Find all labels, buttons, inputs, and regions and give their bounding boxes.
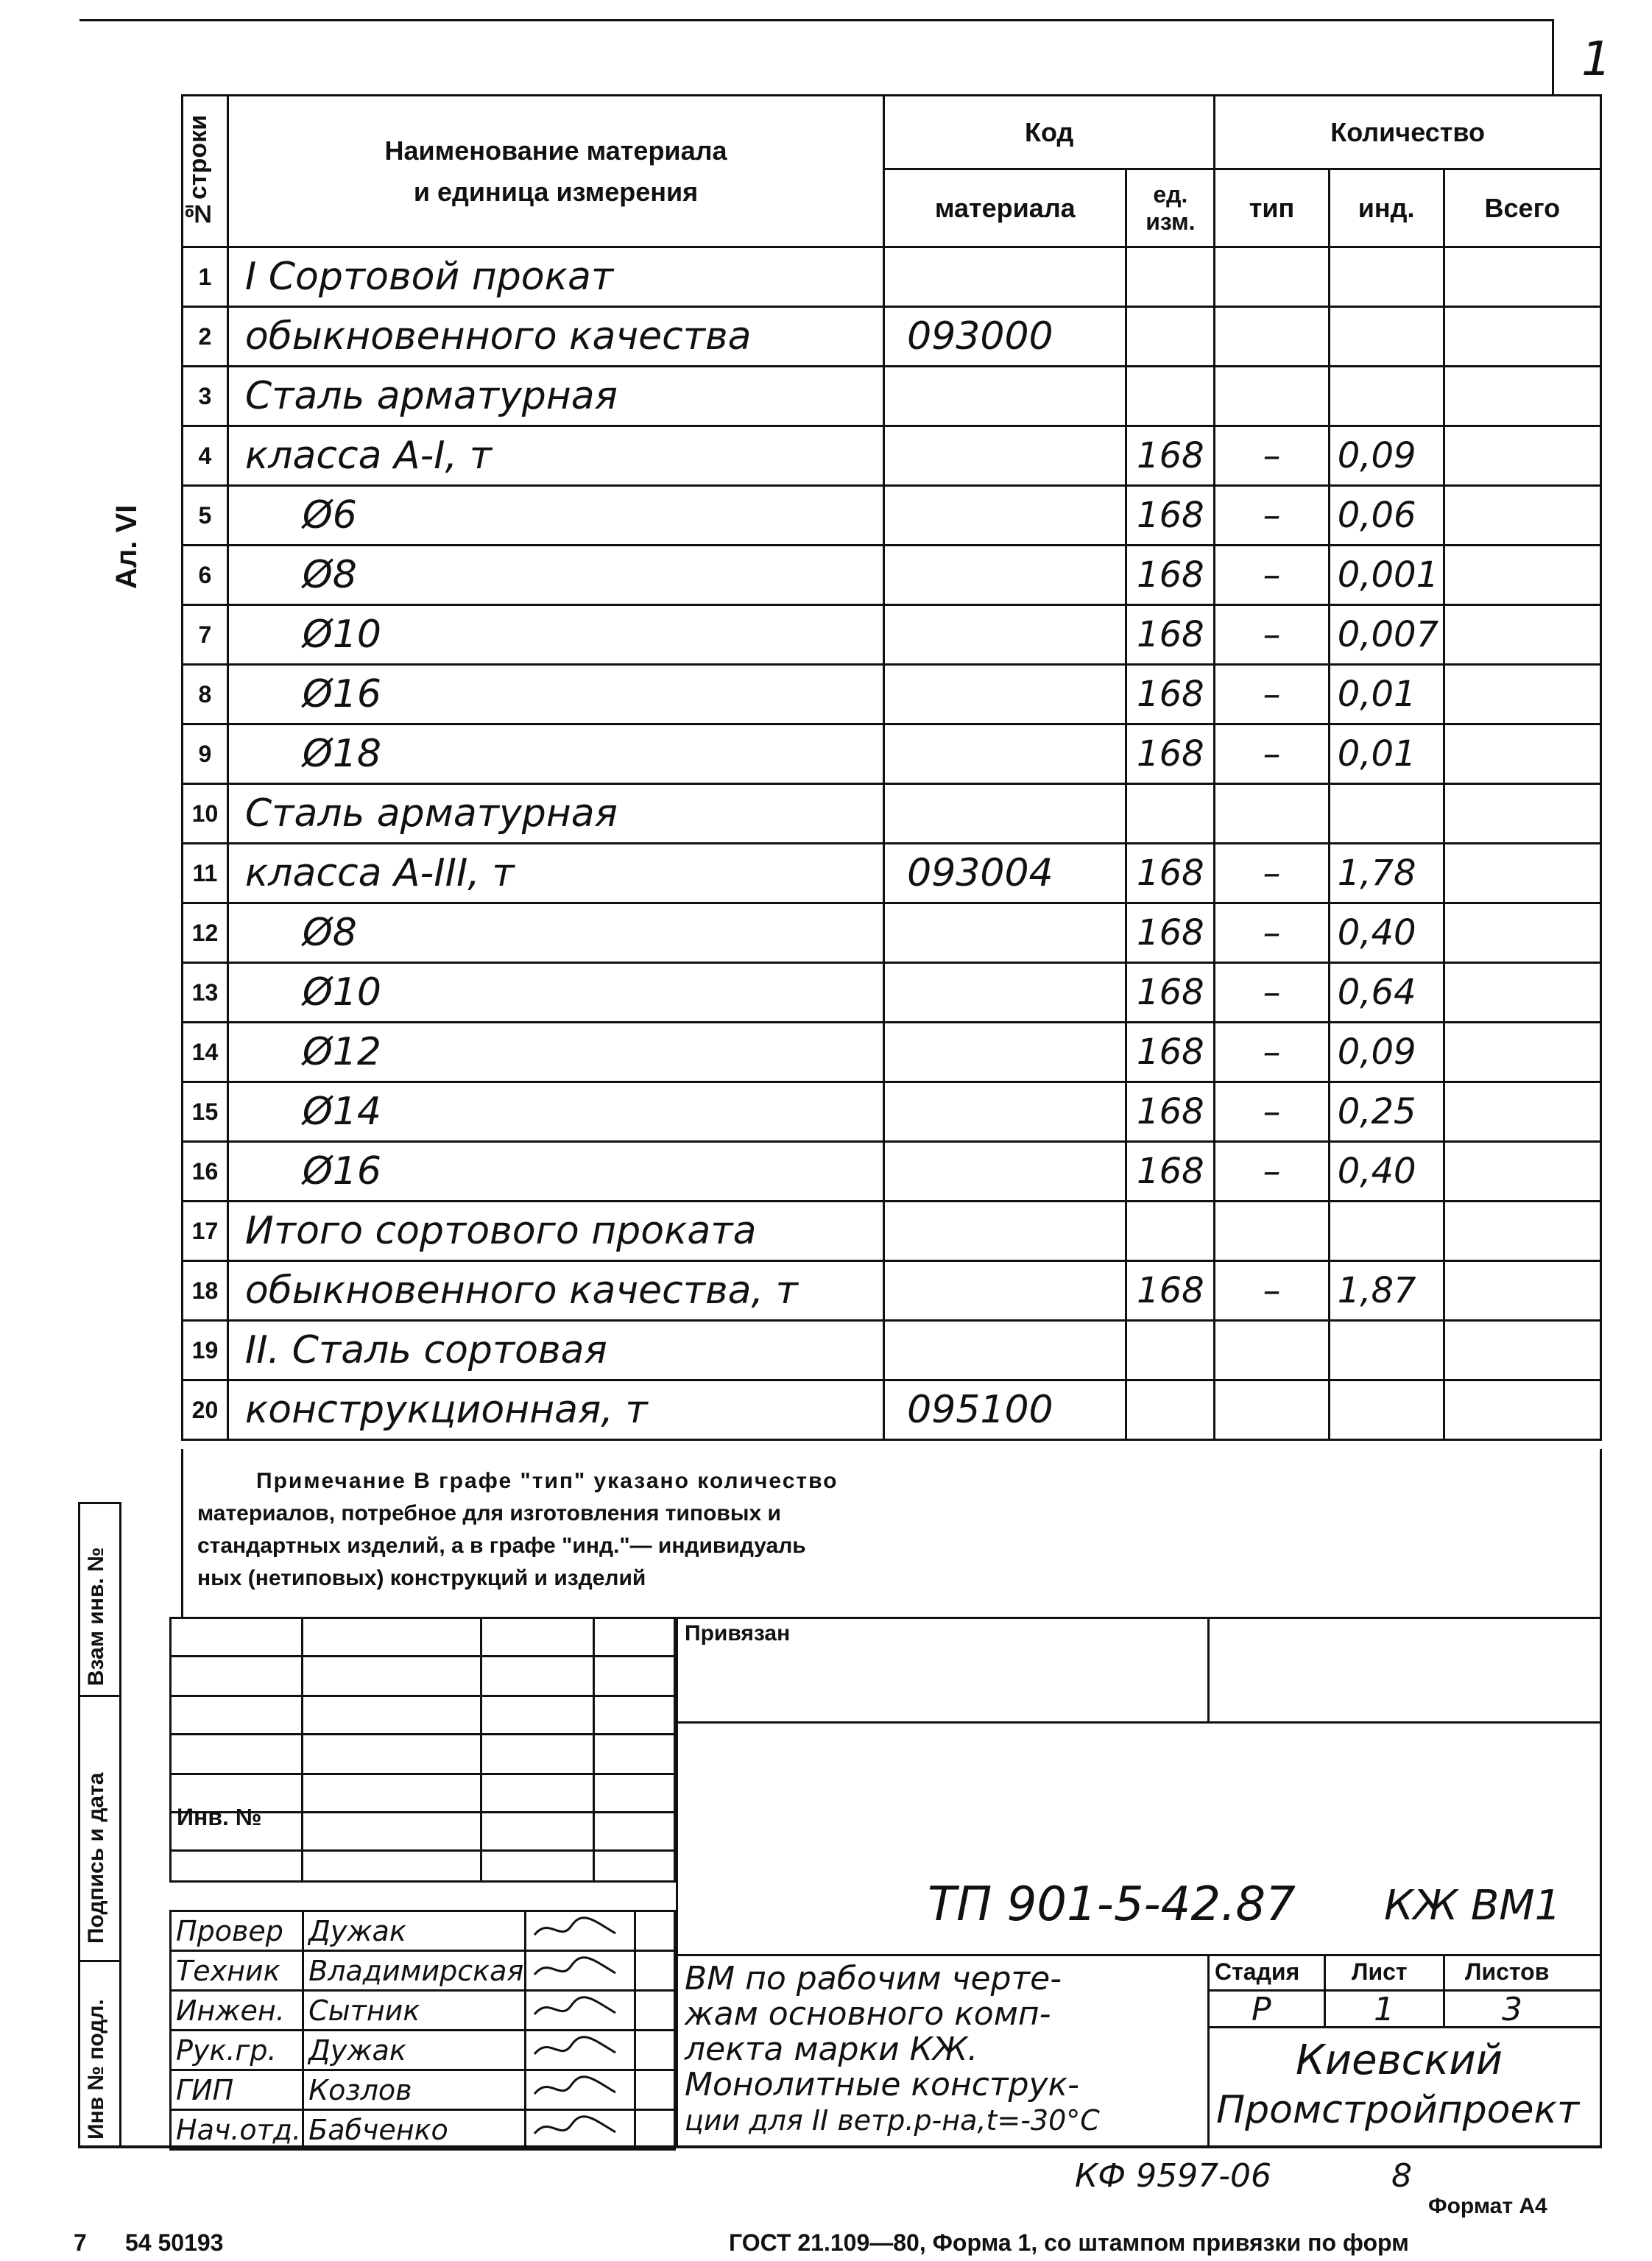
- stamp-cell: [303, 1657, 481, 1696]
- unit-code: [1126, 247, 1215, 307]
- material-code: [884, 665, 1126, 724]
- material-code: [884, 963, 1126, 1023]
- signature-name: Дужак: [303, 2031, 526, 2070]
- footer-right: ГОСТ 21.109—80, Форма 1, со штампом привязки по форм: [729, 2229, 1409, 2256]
- row-number: 16: [183, 1142, 228, 1202]
- qty-total: [1444, 903, 1600, 963]
- header-row-no: №строки: [183, 96, 228, 247]
- stamp-cell: [481, 1774, 594, 1813]
- unit-code: 168: [1126, 844, 1215, 903]
- stamp-cell: [171, 1618, 303, 1657]
- qty-type: –: [1215, 903, 1329, 963]
- table-row: [183, 307, 1601, 367]
- table-row: [183, 1082, 1601, 1142]
- signature-row: [171, 1991, 675, 2031]
- header-code: Код: [884, 96, 1215, 169]
- signature-scribble: [527, 1913, 630, 1945]
- sheet-header: Лист: [1352, 1958, 1408, 1985]
- qty-ind: [1329, 367, 1444, 426]
- unit-code: [1126, 307, 1215, 367]
- header-qty-total: Всего: [1444, 169, 1600, 247]
- material-code: [884, 1321, 1126, 1380]
- org-name-2: Промстройпроект: [1216, 2088, 1580, 2132]
- stamp-v4: [1324, 1954, 1326, 2028]
- material-name: класса А-I, т: [227, 426, 883, 486]
- qty-total: [1444, 1321, 1600, 1380]
- material-code: [884, 247, 1126, 307]
- material-name: Ø16: [227, 1142, 883, 1202]
- material-name: Ø10: [227, 963, 883, 1023]
- stage-value: Р: [1252, 1991, 1271, 2028]
- sheets-value: 3: [1502, 1991, 1522, 2028]
- material-code: 095100: [884, 1380, 1126, 1440]
- qty-type: –: [1215, 963, 1329, 1023]
- qty-total: [1444, 1142, 1600, 1202]
- table-row: [183, 844, 1601, 903]
- material-name: Ø12: [227, 1023, 883, 1082]
- material-code: 093000: [884, 307, 1126, 367]
- unit-code: [1126, 1380, 1215, 1440]
- table-row: [183, 903, 1601, 963]
- material-code: [884, 605, 1126, 665]
- qty-ind: 1,78: [1329, 844, 1444, 903]
- signature-role: Нач.отд.: [171, 2110, 303, 2150]
- qty-total: [1444, 1202, 1600, 1261]
- material-name: Ø8: [227, 903, 883, 963]
- table-row: [183, 486, 1601, 546]
- stamp-cell: [594, 1618, 675, 1657]
- footer-left: 54 50193: [125, 2229, 224, 2256]
- stamp-h2: [676, 1721, 1602, 1724]
- qty-total: [1444, 963, 1600, 1023]
- stamp-cell: [594, 1774, 675, 1813]
- qty-ind: 0,09: [1329, 426, 1444, 486]
- stamp-cell: [594, 1813, 675, 1851]
- kf-code: КФ 9597-06: [1075, 2157, 1271, 2195]
- format-label: Формат А4: [1428, 2194, 1547, 2218]
- signature-scribble: [527, 2112, 630, 2144]
- unit-code: 168: [1126, 1142, 1215, 1202]
- qty-type: [1215, 1380, 1329, 1440]
- qty-total: [1444, 724, 1600, 784]
- signature-date: [635, 1951, 675, 1991]
- material-code: [884, 724, 1126, 784]
- signature-name: Дужак: [303, 1911, 526, 1951]
- row-number: 13: [183, 963, 228, 1023]
- row-number: 15: [183, 1082, 228, 1142]
- material-name: Ø18: [227, 724, 883, 784]
- qty-total: [1444, 546, 1600, 605]
- unit-code: 168: [1126, 724, 1215, 784]
- top-rule: [80, 19, 1552, 21]
- privyazan-label: Привязан: [685, 1621, 791, 1646]
- qty-total: [1444, 307, 1600, 367]
- signature-mark: [526, 2070, 635, 2110]
- stamp-h3: [676, 1954, 1602, 1956]
- stamp-cell: [303, 1696, 481, 1735]
- qty-type: –: [1215, 724, 1329, 784]
- signature-mark: [526, 1951, 635, 1991]
- table-row: [183, 1023, 1601, 1082]
- material-name: Сталь арматурная: [227, 784, 883, 844]
- material-name: конструкционная, т: [227, 1380, 883, 1440]
- material-name: обыкновенного качества, т: [227, 1261, 883, 1321]
- row-number: 17: [183, 1202, 228, 1261]
- unit-code: 168: [1126, 546, 1215, 605]
- row-number: 12: [183, 903, 228, 963]
- signature-date: [635, 1991, 675, 2031]
- material-code: [884, 1261, 1126, 1321]
- qty-ind: 1,87: [1329, 1261, 1444, 1321]
- qty-type: –: [1215, 426, 1329, 486]
- unit-code: 168: [1126, 1023, 1215, 1082]
- qty-ind: 0,25: [1329, 1082, 1444, 1142]
- header-name: Наименование материала и единица измерения: [227, 96, 883, 247]
- header-code-material: материала: [884, 169, 1126, 247]
- kf-num: 8: [1391, 2157, 1412, 2195]
- table-row: [183, 724, 1601, 784]
- stamp-cell: [481, 1851, 594, 1882]
- material-name: Итого сортового проката: [227, 1202, 883, 1261]
- stamp-cell: [171, 1735, 303, 1774]
- qty-total: [1444, 1082, 1600, 1142]
- row-number: 20: [183, 1380, 228, 1440]
- unit-code: [1126, 367, 1215, 426]
- table-row: [183, 546, 1601, 605]
- signature-name: Бабченко: [303, 2110, 526, 2150]
- material-name: Ø8: [227, 546, 883, 605]
- unit-code: 168: [1126, 963, 1215, 1023]
- material-name: I Сортовой прокат: [227, 247, 883, 307]
- material-name: Ø10: [227, 605, 883, 665]
- stamp-v1: [676, 1617, 678, 2147]
- inv-no-label: Инв. №: [177, 1804, 262, 1830]
- qty-ind: [1329, 1321, 1444, 1380]
- qty-type: –: [1215, 1082, 1329, 1142]
- qty-ind: [1329, 307, 1444, 367]
- signature-role: Инжен.: [171, 1991, 303, 2031]
- qty-ind: 0,01: [1329, 665, 1444, 724]
- qty-type: [1215, 367, 1329, 426]
- qty-type: –: [1215, 605, 1329, 665]
- table-row: [183, 1261, 1601, 1321]
- signature-mark: [526, 1911, 635, 1951]
- page-number-divider: [1552, 19, 1554, 96]
- table-row: [183, 963, 1601, 1023]
- stamp-cell: [303, 1735, 481, 1774]
- stamp-row: [171, 1657, 675, 1696]
- qty-type: –: [1215, 844, 1329, 903]
- stage-header: Стадия: [1215, 1958, 1300, 1985]
- unit-code: [1126, 784, 1215, 844]
- stamp-cell: [594, 1696, 675, 1735]
- stamp-row: [171, 1696, 675, 1735]
- header-code-unit: ед. изм.: [1126, 169, 1215, 247]
- signature-grid: [169, 1617, 676, 1883]
- qty-total: [1444, 605, 1600, 665]
- qty-total: [1444, 486, 1600, 546]
- material-code: [884, 546, 1126, 605]
- qty-total: [1444, 247, 1600, 307]
- signature-mark: [526, 1991, 635, 2031]
- signature-date: [635, 1911, 675, 1951]
- material-name: Ø16: [227, 665, 883, 724]
- signature-role: Рук.гр.: [171, 2031, 303, 2070]
- qty-total: [1444, 426, 1600, 486]
- material-name: класса А-III, т: [227, 844, 883, 903]
- qty-total: [1444, 367, 1600, 426]
- table-row: [183, 1202, 1601, 1261]
- signature-row: [171, 2110, 675, 2150]
- qty-type: –: [1215, 1023, 1329, 1082]
- qty-type: [1215, 1202, 1329, 1261]
- table-row: [183, 1321, 1601, 1380]
- signature-row: [171, 1951, 675, 1991]
- doc-mark: КЖ ВМ1: [1384, 1882, 1561, 1930]
- unit-code: [1126, 1202, 1215, 1261]
- material-name: Ø14: [227, 1082, 883, 1142]
- qty-ind: 0,01: [1329, 724, 1444, 784]
- qty-ind: [1329, 1380, 1444, 1440]
- doc-code: ТП 901-5-42.87: [928, 1877, 1296, 1932]
- qty-ind: 0,09: [1329, 1023, 1444, 1082]
- qty-total: [1444, 1261, 1600, 1321]
- stamp-cell: [481, 1618, 594, 1657]
- qty-type: [1215, 307, 1329, 367]
- qty-ind: [1329, 784, 1444, 844]
- side-inv: Инв № подл.: [84, 1999, 108, 2140]
- unit-code: 168: [1126, 426, 1215, 486]
- row-number: 6: [183, 546, 228, 605]
- qty-ind: 0,40: [1329, 903, 1444, 963]
- qty-type: [1215, 784, 1329, 844]
- qty-type: –: [1215, 486, 1329, 546]
- material-code: [884, 1142, 1126, 1202]
- material-name: Сталь арматурная: [227, 367, 883, 426]
- page-number: 1: [1581, 32, 1612, 87]
- material-code: [884, 486, 1126, 546]
- qty-total: [1444, 1380, 1600, 1440]
- signature-row: [171, 2031, 675, 2070]
- stamp-row: [171, 1618, 675, 1657]
- table-row: [183, 784, 1601, 844]
- materials-table: [181, 94, 1602, 1441]
- material-code: 093004: [884, 844, 1126, 903]
- stamp-cell: [481, 1657, 594, 1696]
- signature-row: [171, 2070, 675, 2110]
- material-name: Ø6: [227, 486, 883, 546]
- qty-type: [1215, 1321, 1329, 1380]
- unit-code: 168: [1126, 605, 1215, 665]
- row-number: 1: [183, 247, 228, 307]
- row-number: 7: [183, 605, 228, 665]
- material-code: [884, 1023, 1126, 1082]
- unit-code: 168: [1126, 903, 1215, 963]
- signature-scribble: [527, 2072, 630, 2104]
- qty-type: –: [1215, 1261, 1329, 1321]
- side-vzam: Взам инв. №: [84, 1547, 108, 1686]
- qty-ind: 0,007: [1329, 605, 1444, 665]
- qty-type: [1215, 247, 1329, 307]
- signature-row: [171, 1911, 675, 1951]
- material-code: [884, 784, 1126, 844]
- qty-ind: 0,001: [1329, 546, 1444, 605]
- sheets-header: Листов: [1465, 1958, 1550, 1985]
- header-qty-type: тип: [1215, 169, 1329, 247]
- qty-ind: [1329, 247, 1444, 307]
- signature-date: [635, 2070, 675, 2110]
- stamp-cell: [594, 1657, 675, 1696]
- row-number: 8: [183, 665, 228, 724]
- qty-total: [1444, 844, 1600, 903]
- table-row: [183, 247, 1601, 307]
- side-label: Ал. VI: [110, 504, 143, 589]
- signature-scribble: [527, 1953, 630, 1985]
- stamp-cell: [171, 1851, 303, 1882]
- side-strip-top: [78, 1502, 121, 1504]
- material-code: [884, 367, 1126, 426]
- row-number: 19: [183, 1321, 228, 1380]
- table-row: [183, 605, 1601, 665]
- stamp-cell: [481, 1696, 594, 1735]
- unit-code: 168: [1126, 1082, 1215, 1142]
- side-strip-div1: [78, 1695, 121, 1697]
- row-number: 4: [183, 426, 228, 486]
- side-strip-left: [78, 1502, 80, 2147]
- stamp-v2: [1207, 1617, 1210, 1721]
- row-number: 5: [183, 486, 228, 546]
- qty-ind: 0,64: [1329, 963, 1444, 1023]
- note: Примечание В графе "тип" указано количество материалов, потребное для изготовления типовых и стандартных изделий, а в графе "инд."— индивидуаль ных (нетиповых) конструкций и изделий: [197, 1469, 839, 1590]
- unit-code: 168: [1126, 486, 1215, 546]
- stamp-v5: [1443, 1954, 1445, 2028]
- signature-name: Владимирская: [303, 1951, 526, 1991]
- stamp-cell: [171, 1696, 303, 1735]
- row-number: 14: [183, 1023, 228, 1082]
- table-row: [183, 367, 1601, 426]
- qty-total: [1444, 665, 1600, 724]
- header-qty-ind: инд.: [1329, 169, 1444, 247]
- stamp-row: [171, 1735, 675, 1774]
- material-name: II. Сталь сортовая: [227, 1321, 883, 1380]
- signature-role: Провер: [171, 1911, 303, 1951]
- row-number: 9: [183, 724, 228, 784]
- unit-code: [1126, 1321, 1215, 1380]
- qty-type: –: [1215, 665, 1329, 724]
- material-code: [884, 1202, 1126, 1261]
- footer-left-num: 7: [74, 2229, 87, 2256]
- signature-mark: [526, 2110, 635, 2150]
- table-row: [183, 1142, 1601, 1202]
- table-row: [183, 426, 1601, 486]
- signature-date: [635, 2031, 675, 2070]
- side-strip-right: [119, 1502, 121, 2147]
- qty-total: [1444, 1023, 1600, 1082]
- stamp-cell: [303, 1813, 481, 1851]
- stamp-cell: [303, 1774, 481, 1813]
- row-number: 2: [183, 307, 228, 367]
- signature-name: Козлов: [303, 2070, 526, 2110]
- qty-ind: 0,40: [1329, 1142, 1444, 1202]
- qty-ind: [1329, 1202, 1444, 1261]
- signature-scribble: [527, 1992, 630, 2025]
- table-row: [183, 665, 1601, 724]
- org-name-1: Киевский: [1296, 2036, 1503, 2084]
- row-number: 11: [183, 844, 228, 903]
- stamp-h1: [169, 1617, 1602, 1619]
- material-code: [884, 1082, 1126, 1142]
- doc-title: ВМ по рабочим черте- жам основного комп- лекта марки КЖ. Монолитные конструк- ции для II ветр.р-на,t=-30°С: [685, 1960, 1100, 2137]
- qty-total: [1444, 784, 1600, 844]
- row-number: 10: [183, 784, 228, 844]
- signature-name: Сытник: [303, 1991, 526, 2031]
- frame-right: [1600, 1449, 1602, 2147]
- stamp-cell: [303, 1618, 481, 1657]
- signature-role: Техник: [171, 1951, 303, 1991]
- qty-type: –: [1215, 1142, 1329, 1202]
- side-podpis: Подпись и дата: [84, 1772, 108, 1944]
- unit-code: 168: [1126, 665, 1215, 724]
- stamp-cell: [303, 1851, 481, 1882]
- stamp-v3: [1207, 1954, 1210, 2147]
- stamp-cell: [171, 1657, 303, 1696]
- stamp-cell: [481, 1813, 594, 1851]
- row-number: 18: [183, 1261, 228, 1321]
- qty-type: –: [1215, 546, 1329, 605]
- stamp-cell: [594, 1851, 675, 1882]
- signature-role: ГИП: [171, 2070, 303, 2110]
- stamp-cell: [594, 1735, 675, 1774]
- material-name: обыкновенного качества: [227, 307, 883, 367]
- material-code: [884, 903, 1126, 963]
- signature-date: [635, 2110, 675, 2150]
- stamp-people: [169, 1910, 676, 2151]
- row-number: 3: [183, 367, 228, 426]
- stamp-row: [171, 1851, 675, 1882]
- signature-scribble: [527, 2032, 630, 2064]
- header-qty: Количество: [1215, 96, 1601, 169]
- frame-left: [181, 1449, 183, 1618]
- stamp-cell: [481, 1735, 594, 1774]
- material-code: [884, 426, 1126, 486]
- sheet-value: 1: [1374, 1991, 1394, 2028]
- side-strip-div2: [78, 1960, 121, 1962]
- qty-ind: 0,06: [1329, 486, 1444, 546]
- table-row: [183, 1380, 1601, 1440]
- signature-mark: [526, 2031, 635, 2070]
- unit-code: 168: [1126, 1261, 1215, 1321]
